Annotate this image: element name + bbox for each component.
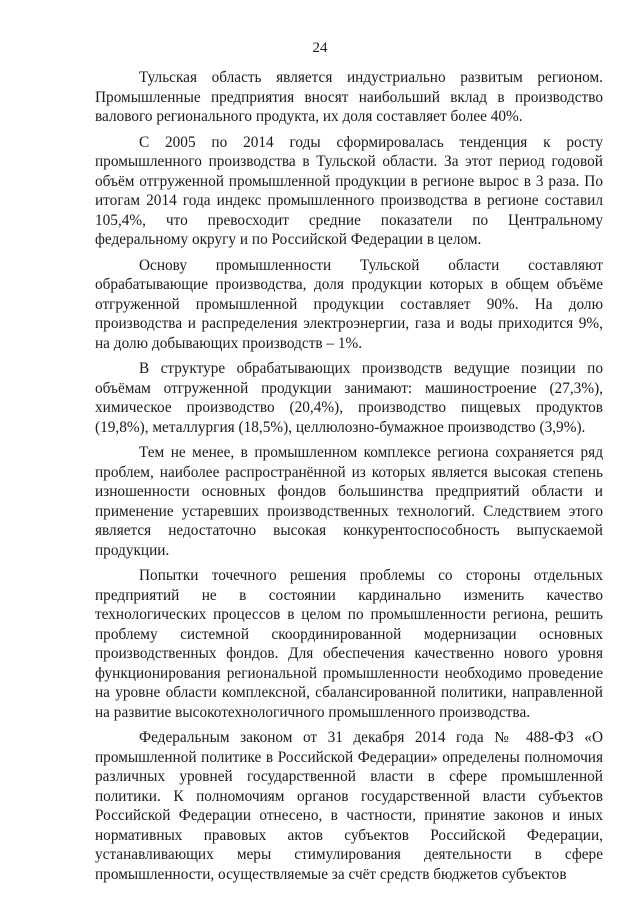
paragraph-3: Основу промышленности Тульской области составляют обрабатывающие производства, доля продукции которых в общем объёме отгруженной промышленной продукции составляет 90%. На долю производства и распределения электроэнергии, газа и воды приходится 9%, на долю добывающих производств – 1%. — [95, 256, 603, 352]
page-number: 24 — [312, 40, 328, 56]
paragraph-6: Попытки точечного решения проблемы со стороны отдельных предприятий не в состоянии кардинально изменить качество технологических процессов в целом по промышленности региона, решить проблему системной скоординированной модернизации основных производственных фондов. Для обеспечения качественно нового уровня функционирования региональной промышленности необходимо проведение на уровне области комплексной, сбалансированной политики, направленной на развитие высокотехнологичного промышленного производства. — [95, 567, 603, 721]
paragraph-2: С 2005 по 2014 годы сформировалась тенденция к росту промышленного производства в Тульской области. За этот период годовой объём отгруженной промышленной продукции в регионе вырос в 3 раза. По итогам 2014 года индекс промышленного производства в регионе составил 105,4%, что превосходит средние показатели по Центральному федеральному округу и по Российской Федерации в целом. — [95, 133, 603, 248]
paragraph-7: Федеральным законом от 31 декабря 2014 года № 488-ФЗ «О промышленной политике в Российской Федерации» определены полномочия различных уровней государственной власти в сфере промышленной политики. К полномочиям органов государственной власти субъектов Российской Федерации отнесено, в частности, принятие законов и иных нормативных правовых актов субъектов Российской Федерации, устанавливающих меры стимулирования деятельности в сфере промышленности, осуществляемые за счёт средств бюджетов субъектов — [95, 729, 603, 883]
paragraph-1: Тульская область является индустриально развитым регионом. Промышленные предприятия вносят наибольший вклад в производство валового регионального продукта, их доля составляет более 40%. — [95, 69, 603, 125]
paragraph-5: Тем не менее, в промышленном комплексе региона сохраняется ряд проблем, наиболее распространённой из которых является высокая степень изношенности основных фондов большинства предприятий области и применение устаревших производственных технологий. Следствием этого является недостаточно высокая конкурентоспособность выпускаемой продукции. — [95, 444, 603, 559]
document-body — [95, 68, 603, 890]
paragraph-4: В структуре обрабатывающих производств ведущие позиции по объёмам отгруженной продукции занимают: машиностроение (27,3%), химическое производство (20,4%), производство пищевых продуктов (19,8%), металлургия (18,5%), целлюлозно-бумажное производство (3,9%). — [95, 360, 603, 436]
